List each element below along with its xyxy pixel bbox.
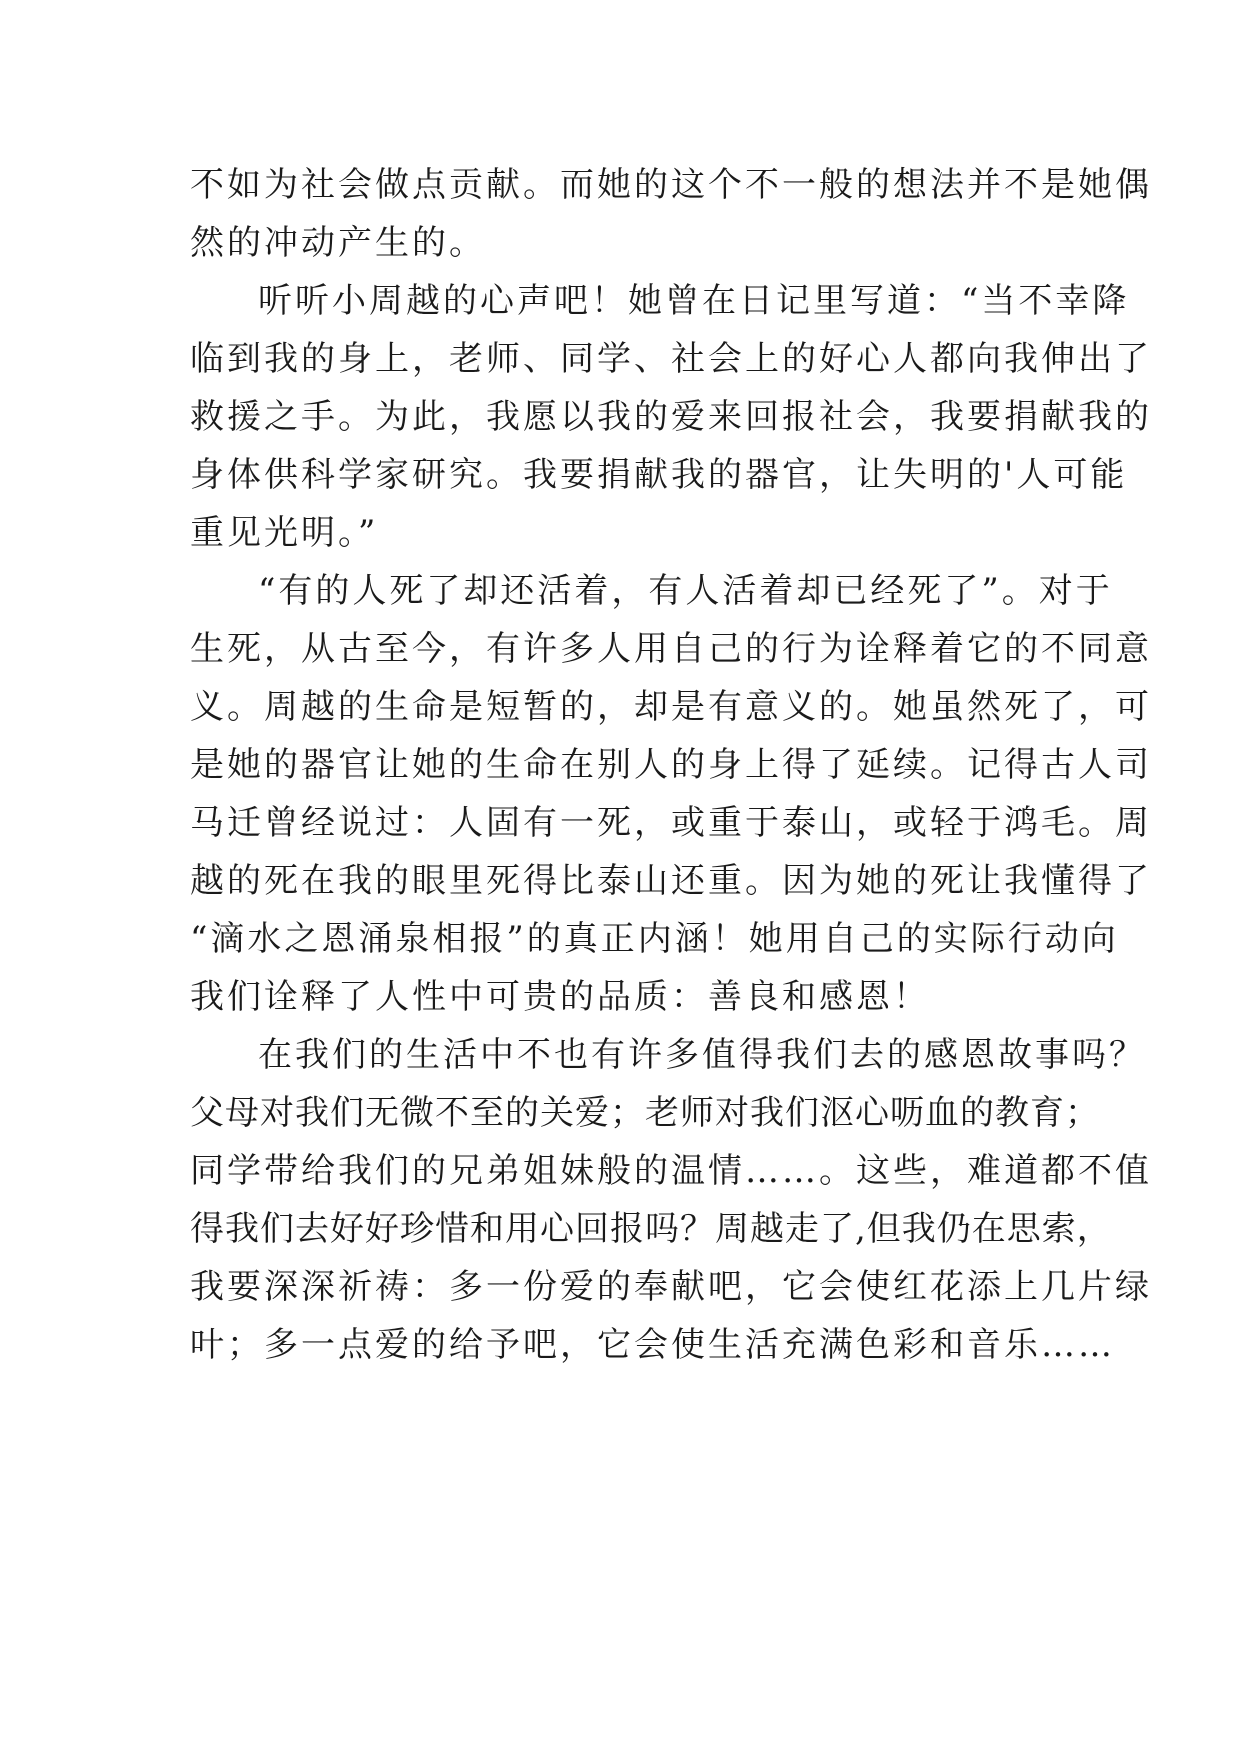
text-line: 重见光明。” (190, 513, 379, 553)
text-line: “有的人死了却还活着，有人活着却已经死了”。对于 (258, 571, 1113, 611)
text-line: 然的冲动产生的。 (190, 223, 486, 263)
text-line: 不如为社会做点贡献。而她的这个不一般的想法并不是她偶 (190, 165, 1152, 205)
text-line: 叶；多一点爱的给予吧，它会使生活充满色彩和音乐…… (190, 1325, 1115, 1365)
text-line: 身体供科学家研究。我要捐献我的器官，让失明的'人可能 (190, 455, 1128, 495)
text-line: 我们诠释了人性中可贵的品质：善良和感恩！ (190, 977, 930, 1017)
text-line: 我要深深祈祷：多一份爱的奉献吧，它会使红花添上几片绿 (190, 1267, 1152, 1307)
text-line: 生死，从古至今，有许多人用自己的行为诠释着它的不同意 (190, 629, 1152, 669)
text-line: 父母对我们无微不至的关爱；老师对我们沤心呖血的教育； (190, 1093, 1100, 1133)
body-text (190, 156, 1152, 1374)
text-line: 得我们去好好珍惜和用心回报吗？周越走了,但我仍在思索， (190, 1209, 1112, 1249)
text-line: 听听小周越的心声吧！她曾在日记里写道：“当不幸降 (258, 281, 1130, 321)
text-line: 同学带给我们的兄弟姐妹般的温情……。这些，难道都不值 (190, 1151, 1152, 1191)
text-line: 越的死在我的眼里死得比泰山还重。因为她的死让我懂得了 (190, 861, 1152, 901)
text-line: 义。周越的生命是短暂的，却是有意义的。她虽然死了，可 (190, 687, 1152, 727)
text-line: 马迁曾经说过：人固有一死，或重于泰山，或轻于鸿毛。周 (190, 803, 1152, 843)
text-line: “滴水之恩涌泉相报”的真正内涵！她用自己的实际行动向 (190, 919, 1119, 959)
text-line: 临到我的身上，老师、同学、社会上的好心人都向我伸出了 (190, 339, 1152, 379)
text-line: 救援之手。为此，我愿以我的爱来回报社会，我要捐献我的 (190, 397, 1152, 437)
text-line: 是她的器官让她的生命在别人的身上得了延续。记得古人司 (190, 745, 1152, 785)
text-line: 在我们的生活中不也有许多值得我们去的感恩故事吗？ (258, 1035, 1146, 1075)
